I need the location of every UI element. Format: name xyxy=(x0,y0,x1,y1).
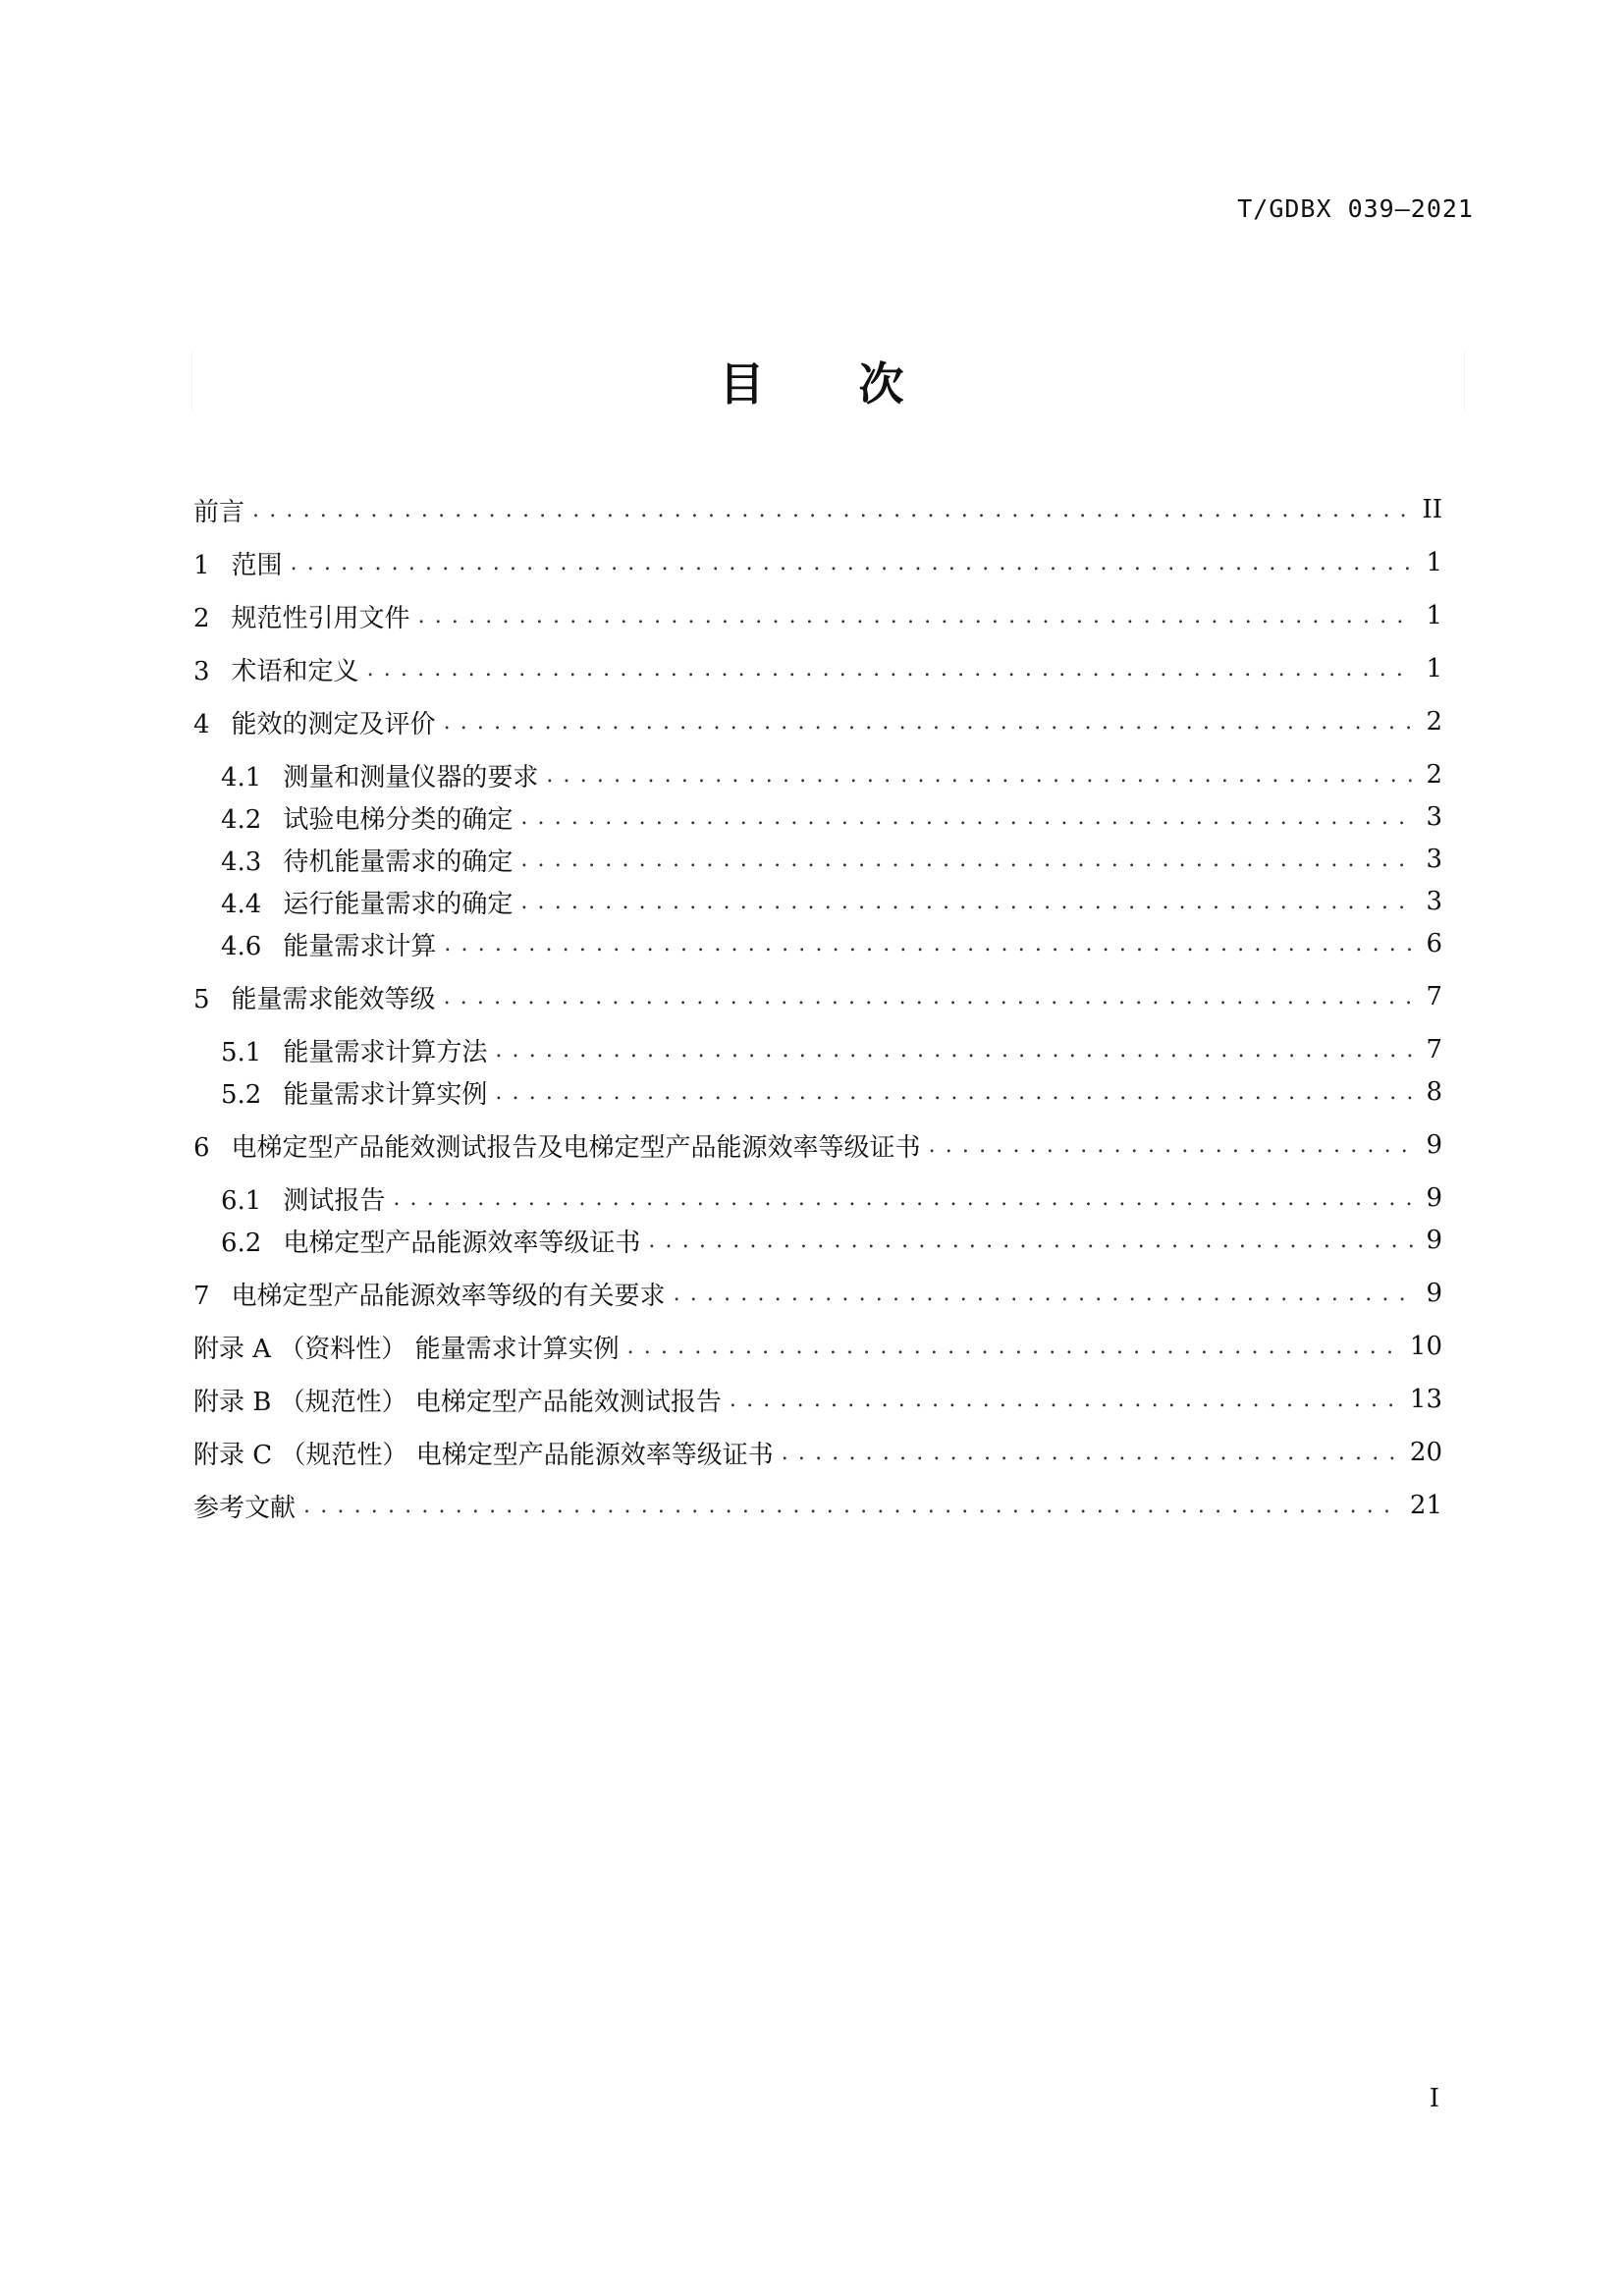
toc-entry-page: 7 xyxy=(1426,982,1442,1011)
toc-entry[interactable] xyxy=(193,800,1442,834)
toc-entry-page: 6 xyxy=(1426,929,1442,958)
toc-entry-page: 9 xyxy=(1426,1183,1442,1213)
toc-entry-number: 4.6 xyxy=(221,931,262,961)
toc-dot-leader xyxy=(444,929,1415,958)
toc-entry-title: 能量需求计算 xyxy=(283,931,437,961)
toc-entry-label xyxy=(193,545,283,581)
toc-entry-title: 术语和定义 xyxy=(231,656,359,686)
toc-dot-leader xyxy=(495,1035,1415,1065)
page-number: I xyxy=(1429,2084,1439,2113)
toc-entry-number: 2 xyxy=(193,603,210,633)
toc-entry-number: 4.2 xyxy=(221,804,262,835)
toc-dot-leader xyxy=(393,1183,1415,1213)
toc-entry-page: 3 xyxy=(1426,802,1442,832)
toc-dot-leader xyxy=(367,654,1415,683)
toc-entry-page: 7 xyxy=(1426,1035,1442,1065)
toc-entry-title: 测试报告 xyxy=(283,1185,386,1216)
toc-entry-number: 4.1 xyxy=(221,762,262,793)
toc-entry[interactable] xyxy=(193,1383,1442,1416)
toc-entry[interactable] xyxy=(193,885,1442,918)
toc-entry-label xyxy=(193,1488,296,1524)
toc-entry-title: 能效的测定及评价 xyxy=(231,709,436,739)
toc-entry-number: 5.2 xyxy=(221,1079,262,1110)
toc-entry-label xyxy=(193,492,244,528)
toc-dot-leader xyxy=(520,887,1415,916)
toc-entry-title: 能量需求计算实例 xyxy=(283,1079,488,1110)
toc-entry-label xyxy=(193,1180,385,1217)
toc-entry-label xyxy=(193,1074,487,1111)
toc-dot-leader xyxy=(674,1279,1415,1308)
toc-entry[interactable] xyxy=(193,705,1442,738)
toc-entry[interactable] xyxy=(193,1489,1442,1522)
toc-entry-number: 4.3 xyxy=(221,847,262,877)
toc-dot-leader xyxy=(252,495,1414,524)
toc-entry-page: 2 xyxy=(1426,760,1442,790)
toc-entry-label xyxy=(193,884,513,920)
toc-entry-title: 测量和测量仪器的要求 xyxy=(283,762,539,793)
toc-entry-number: 5 xyxy=(193,984,210,1014)
toc-dot-leader xyxy=(929,1130,1415,1160)
toc-entry-page: II xyxy=(1422,495,1442,524)
toc-entry[interactable] xyxy=(193,493,1442,526)
toc-entry-label xyxy=(193,926,436,962)
toc-entry-title: 能量需求能效等级 xyxy=(231,984,436,1014)
toc-entry-page: 13 xyxy=(1409,1385,1442,1414)
toc-entry[interactable] xyxy=(193,758,1442,792)
toc-entry[interactable] xyxy=(193,546,1442,579)
toc-entry-title: 附录 C （规范性） 电梯定型产品能源效率等级证书 xyxy=(193,1440,774,1470)
toc-entry-number: 3 xyxy=(193,656,210,686)
toc-entry[interactable] xyxy=(193,1128,1442,1162)
toc-entry-label xyxy=(193,651,359,687)
toc-entry-page: 9 xyxy=(1426,1226,1442,1255)
toc-entry-page: 1 xyxy=(1426,548,1442,577)
toc-dot-leader xyxy=(520,845,1415,874)
toc-entry-title: 附录 A （资料性） 能量需求计算实例 xyxy=(193,1334,620,1364)
toc-entry[interactable] xyxy=(193,1436,1442,1469)
toc-dot-leader xyxy=(444,707,1415,737)
toc-entry-page: 21 xyxy=(1409,1491,1442,1520)
toc-entry[interactable] xyxy=(193,843,1442,876)
toc-dot-leader xyxy=(418,601,1415,630)
toc-dot-leader xyxy=(627,1332,1402,1361)
toc-entry-label xyxy=(193,1329,620,1365)
toc-entry-number: 6.1 xyxy=(221,1185,262,1216)
toc-dot-leader xyxy=(782,1438,1402,1467)
toc-entry-title: 试验电梯分类的确定 xyxy=(283,804,514,835)
toc-entry-label xyxy=(193,1127,921,1164)
toc-entry-label xyxy=(193,1223,640,1259)
toc-entry-page: 2 xyxy=(1426,707,1442,737)
toc-entry-page: 1 xyxy=(1426,654,1442,683)
toc-entry-page: 3 xyxy=(1426,887,1442,916)
toc-dot-leader xyxy=(520,802,1415,832)
toc-entry-page: 20 xyxy=(1409,1438,1442,1467)
toc-entry-label xyxy=(193,1435,774,1471)
toc-entry[interactable] xyxy=(193,1075,1442,1109)
toc-entry-number: 4 xyxy=(193,709,210,739)
toc-entry-label xyxy=(193,1382,722,1418)
toc-entry-title: 电梯定型产品能效测试报告及电梯定型产品能源效率等级证书 xyxy=(231,1132,921,1163)
toc-entry[interactable] xyxy=(193,1224,1442,1257)
toc-entry-label xyxy=(193,757,538,793)
toc-entry[interactable] xyxy=(193,1181,1442,1215)
toc-entry-label xyxy=(193,799,513,836)
toc-entry-number: 7 xyxy=(193,1281,210,1311)
toc-entry-number: 6 xyxy=(193,1132,210,1163)
toc-entry-number: 5.1 xyxy=(221,1037,262,1067)
toc-dot-leader xyxy=(546,760,1415,790)
toc-entry-page: 3 xyxy=(1426,845,1442,874)
toc-entry-number: 1 xyxy=(193,550,210,580)
toc-entry-label xyxy=(193,598,410,634)
toc-entry-label xyxy=(193,1276,666,1312)
toc-dot-leader xyxy=(648,1226,1415,1255)
toc-entry[interactable] xyxy=(193,652,1442,685)
toc-entry[interactable] xyxy=(193,980,1442,1013)
document-code: T/GDBX 039—2021 xyxy=(1237,194,1474,223)
toc-dot-leader xyxy=(291,548,1415,577)
toc-entry-title: 参考文献 xyxy=(193,1493,297,1523)
toc-entry-title: 范围 xyxy=(231,550,283,580)
toc-entry-page: 1 xyxy=(1426,601,1442,630)
toc-dot-leader xyxy=(444,982,1415,1011)
toc-entry-label xyxy=(193,704,436,740)
toc-entry[interactable] xyxy=(193,1033,1442,1066)
toc-entry-title: 附录 B （规范性） 电梯定型产品能效测试报告 xyxy=(193,1387,722,1417)
toc-entry-number: 6.2 xyxy=(221,1228,262,1258)
toc-dot-leader xyxy=(495,1077,1415,1107)
toc-entry-title: 能量需求计算方法 xyxy=(283,1037,488,1067)
toc-entry[interactable] xyxy=(193,1330,1442,1363)
toc-entry-page: 9 xyxy=(1426,1279,1442,1308)
toc-entry-label xyxy=(193,842,513,878)
toc-entry-label xyxy=(193,979,436,1015)
toc-entry-title: 前言 xyxy=(193,497,245,527)
toc-entry-page: 8 xyxy=(1426,1077,1442,1107)
toc-entry-number: 4.4 xyxy=(221,889,262,919)
toc-entry-page: 9 xyxy=(1426,1130,1442,1160)
toc-entry-title: 运行能量需求的确定 xyxy=(283,889,514,919)
toc-entry[interactable] xyxy=(193,927,1442,960)
toc-entry[interactable] xyxy=(193,1277,1442,1310)
page-title: 目 次 xyxy=(719,357,944,410)
toc-entry-title: 电梯定型产品能源效率等级的有关要求 xyxy=(231,1281,666,1311)
toc-entry-title: 规范性引用文件 xyxy=(231,603,410,633)
toc-dot-leader xyxy=(730,1385,1402,1414)
toc-entry-label xyxy=(193,1032,487,1068)
toc-entry-title: 待机能量需求的确定 xyxy=(283,847,514,877)
toc-entry[interactable] xyxy=(193,599,1442,632)
toc-entry-page: 10 xyxy=(1409,1332,1442,1361)
toc-entry-title: 电梯定型产品能源效率等级证书 xyxy=(283,1228,641,1258)
toc-dot-leader xyxy=(303,1491,1402,1520)
